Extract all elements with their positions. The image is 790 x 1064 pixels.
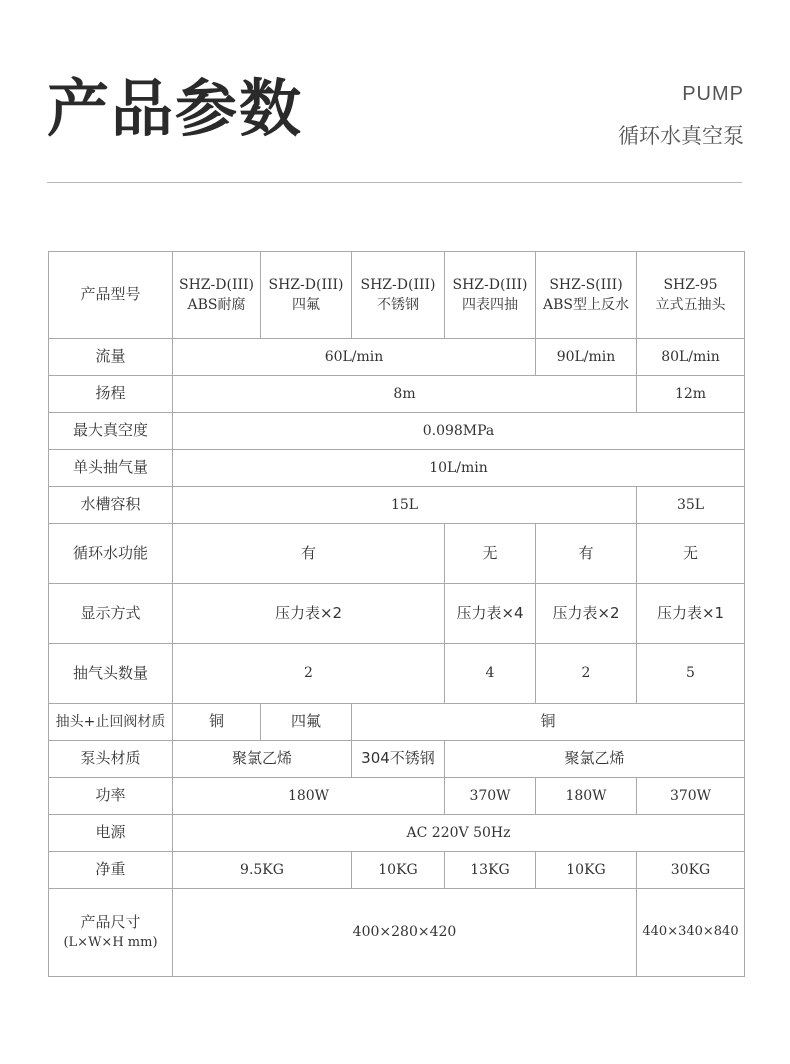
cell-value: 铜 [173,704,261,741]
cell-value: 2 [536,644,637,704]
cell-value: 0.098MPa [173,413,745,450]
row-label: 净重 [49,852,173,889]
row-label: 显示方式 [49,584,173,644]
cell-value: 无 [445,524,536,584]
table-row-size [49,889,745,977]
model-header: SHZ-D(III) ABS耐腐 [173,252,261,339]
header-divider [47,182,742,183]
cell-value: 370W [445,778,536,815]
row-label: 抽头+止回阀材质 [49,704,173,741]
table-row-power [49,778,745,815]
model-header: SHZ-D(III) 四表四抽 [445,252,536,339]
cell-value: 聚氯乙烯 [173,741,352,778]
spec-table [48,251,745,977]
table-row-weight [49,852,745,889]
row-label: 功率 [49,778,173,815]
row-label: 电源 [49,815,173,852]
cell-value: 聚氯乙烯 [445,741,745,778]
page-title: 产品参数 [47,72,304,145]
cell-value: AC 220V 50Hz [173,815,745,852]
cell-value: 2 [173,644,445,704]
model-header: SHZ-95 立式五抽头 [637,252,745,339]
cell-value: 180W [536,778,637,815]
cell-value: 10L/min [173,450,745,487]
row-label-main: 产品尺寸 [80,913,141,932]
table-row-taps [49,644,745,704]
row-label: 泵头材质 [49,741,173,778]
cell-value: 压力表×4 [445,584,536,644]
table-row-vacuum [49,413,745,450]
cell-value: 90L/min [536,339,637,376]
row-label: 扬程 [49,376,173,413]
cell-value: 30KG [637,852,745,889]
cell-value: 8m [173,376,637,413]
subtitle-cn: 循环水真空泵 [618,124,744,148]
cell-value: 压力表×1 [637,584,745,644]
row-label: 抽气头数量 [49,644,173,704]
cell-value: 370W [637,778,745,815]
cell-value: 四氟 [261,704,352,741]
row-label: 流量 [49,339,173,376]
row-label: 单头抽气量 [49,450,173,487]
subtitle-en: PUMP [682,83,744,105]
cell-value: 5 [637,644,745,704]
cell-value: 35L [637,487,745,524]
cell-value: 有 [536,524,637,584]
table-row-head [49,376,745,413]
cell-value: 440×340×840 [637,889,745,977]
cell-value: 10KG [352,852,445,889]
cell-value: 有 [173,524,445,584]
table-row-model [49,252,745,339]
cell-value: 60L/min [173,339,536,376]
table-row-tank [49,487,745,524]
cell-value: 4 [445,644,536,704]
cell-value: 400×280×420 [173,889,637,977]
cell-value: 15L [173,487,637,524]
row-label [49,889,173,977]
cell-value: 304不锈钢 [352,741,445,778]
table-row-valve-material [49,704,745,741]
table-row-flow [49,339,745,376]
row-label: 循环水功能 [49,524,173,584]
cell-value: 80L/min [637,339,745,376]
cell-value: 12m [637,376,745,413]
row-label: 水槽容积 [49,487,173,524]
model-header: SHZ-D(III) 不锈钢 [352,252,445,339]
cell-value: 铜 [352,704,745,741]
cell-value: 无 [637,524,745,584]
table-row-supply [49,815,745,852]
table-row-circulation [49,524,745,584]
row-label-sub: (L×W×H mm) [63,934,158,950]
cell-value: 压力表×2 [173,584,445,644]
model-header: SHZ-S(III) ABS型上反水 [536,252,637,339]
cell-value: 压力表×2 [536,584,637,644]
table-row-pump-head-material [49,741,745,778]
row-label: 最大真空度 [49,413,173,450]
cell-value: 13KG [445,852,536,889]
table-row-single-flow [49,450,745,487]
cell-value: 180W [173,778,445,815]
table-row-display [49,584,745,644]
model-header: SHZ-D(III) 四氟 [261,252,352,339]
row-label: 产品型号 [49,252,173,339]
cell-value: 10KG [536,852,637,889]
cell-value: 9.5KG [173,852,352,889]
